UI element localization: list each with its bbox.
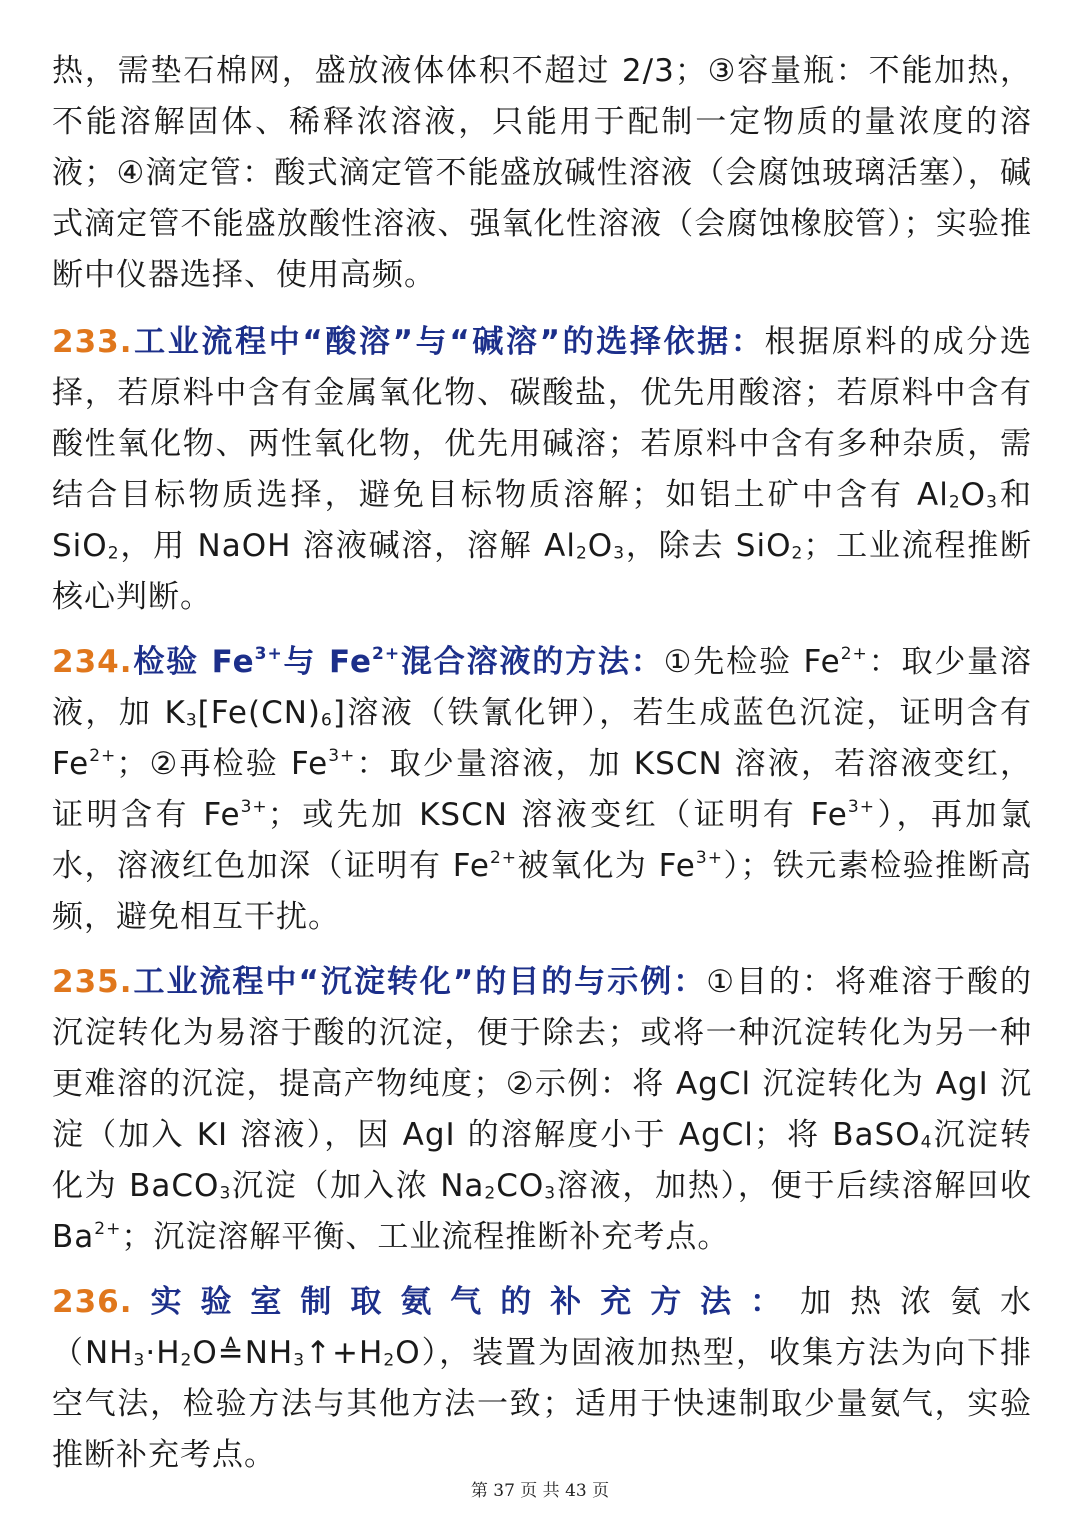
item-heading: 实验室制取氨气的补充方法： xyxy=(132,1284,801,1320)
item-235: 235.工业流程中“沉淀转化”的目的与示例：①目的：将难溶于酸的沉淀转化为易溶于酸的沉淀，便于除去；或将一种沉淀转化为另一种更难溶的沉淀，提高产物纯度；②示例：将 AgCl 沉淀转化为 AgI 沉淀（加入 KI 溶液），因 AgI 的溶解度小于 AgCl；将 BaSO$_4$沉淀转化为 BaCO$_3$沉淀（加入浓 $Na_2CO_3$溶液，加热），便于后续溶解回收 $Ba^{2+}$；沉淀溶解平衡、工业流程推断补充考点。 xyxy=(52,964,1033,1255)
item-number: 235. xyxy=(52,964,133,1000)
intro-paragraph: 热，需垫石棉网，盛放液体体积不超过 2/3；③容量瓶：不能加热，不能溶解固体、稀释浓溶液，只能用于配制一定物质的量浓度的溶液；④滴定管：酸式滴定管不能盛放碱性溶液（会腐蚀玻璃活塞），碱式滴定管不能盛放酸性溶液、强氧化性溶液（会腐蚀橡胶管）；实验推断中仪器选择、使用高频。 xyxy=(52,53,1032,293)
page-footer: 第 37 页 共 43 页 xyxy=(470,1481,610,1501)
item-number: 236. xyxy=(52,1284,133,1320)
item-heading: 工业流程中“酸溶”与“碱溶”的选择依据： xyxy=(132,324,765,360)
item-233: 233.工业流程中“酸溶”与“碱溶”的选择依据：根据原料的成分选择，若原料中含有金属氧化物、碳酸盐，优先用酸溶；若原料中含有酸性氧化物、两性氧化物，优先用碱溶；若原料中含有多种杂质，需结合目标物质选择，避免目标物质溶解；如铝土矿中含有 $Al_2O_3$和 SiO$_2$，用 NaOH 溶液碱溶，溶解 $Al_2O_3$，除去 SiO$_2$；工业流程推断核心判断。 xyxy=(52,324,1033,615)
item-heading: 工业流程中“沉淀转化”的目的与示例： xyxy=(132,964,707,1000)
item-number: 233. xyxy=(52,324,133,360)
document-body xyxy=(52,46,1032,1495)
item-236: 236.实验室制取氨气的补充方法：加热浓氨水$(NH_3\cdot H_2O≜NH_3↑+H_2O)$，装置为固液加热型，收集方法为向下排空气法，检验方法与其他方法一致；适用于快速制取少量氨气，实验推断补充考点。 xyxy=(52,1284,1033,1473)
item-234: 234.检验 $Fe^{3+}$与 $Fe^{2+}$混合溶液的方法：①先检验 $Fe^{2+}$：取少量溶液，加 $K_3[Fe(CN)_6]$溶液（铁氰化钾），若生成蓝色沉淀，证明含有 $Fe^{2+}$；②再检验 $Fe^{3+}$：取少量溶液，加 KSCN 溶液，若溶液变红，证明含有 $Fe^{3+}$；或先加 KSCN 溶液变红（证明有 $Fe^{3+}$），再加氯水，溶液红色加深（证明有 $Fe^{2+}$被氧化为 $Fe^{3+}$）；铁元素检验推断高频，避免相互干扰。 xyxy=(52,644,1033,935)
item-heading: 检验 $Fe^{3+}$与 $Fe^{2+}$混合溶液的方法： xyxy=(132,644,664,680)
item-number: 234. xyxy=(52,644,133,680)
